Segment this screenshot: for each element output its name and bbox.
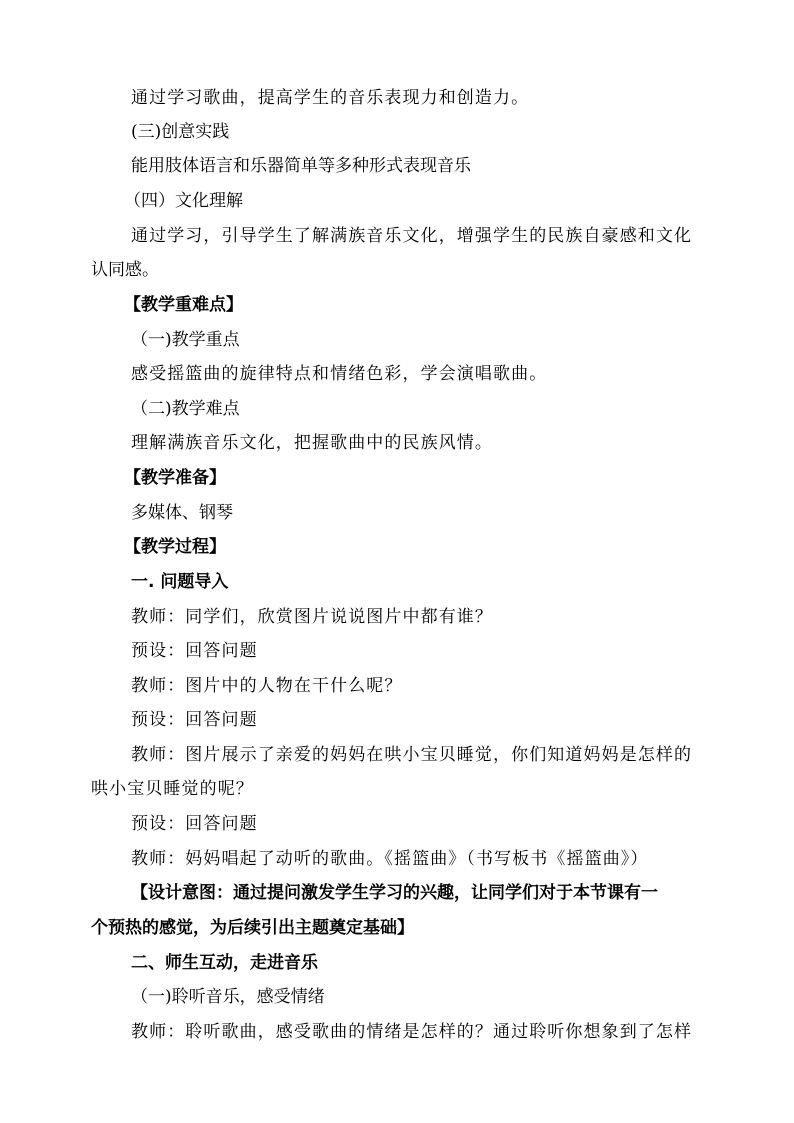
- dialogue-line: 教师：聆听歌曲，感受歌曲的情绪是怎样的？通过聆听你想象到了怎样: [131, 1022, 693, 1042]
- difficult-point-text: 理解满族音乐文化，把握歌曲中的民族风情。: [131, 433, 493, 453]
- creative-practice-text: 能用肢体语言和乐器简单等多种形式表现音乐: [131, 156, 471, 176]
- dialogue-line: 预设：回答问题: [131, 814, 258, 834]
- section-process: 【教学过程】: [124, 537, 226, 557]
- heading-key-point: （一)教学重点: [131, 330, 240, 350]
- heading-cultural-understanding: （四）文化理解: [124, 191, 243, 211]
- cultural-understanding-text: 通过学习，引导学生了解满族音乐文化，增强学生的民族自豪感和文化: [131, 226, 693, 246]
- goal-text-expression: 通过学习歌曲，提高学生的音乐表现力和创造力。: [131, 88, 530, 108]
- preparation-text: 多媒体、钢琴: [131, 503, 233, 523]
- key-point-text: 感受摇篮曲的旋律特点和情绪色彩，学会演唱歌曲。: [131, 364, 548, 384]
- heading-listen-music: （一)聆听音乐，感受情绪: [131, 987, 325, 1007]
- dialogue-line: 预设：回答问题: [131, 641, 258, 661]
- heading-difficult-point: （二)教学难点: [131, 399, 240, 419]
- section-key-difficult-points: 【教学重难点】: [124, 295, 243, 315]
- heading-interaction: 二、师生互动，走进音乐: [131, 953, 318, 973]
- dialogue-line: 教师：同学们，欣赏图片说说图片中都有谁？: [131, 607, 493, 627]
- heading-question-intro: 一. 问题导入: [131, 572, 229, 592]
- dialogue-line: 教师：妈妈唱起了动听的歌曲。《摇篮曲》（书写板书《摇篮曲》）: [131, 849, 649, 869]
- cultural-understanding-text-cont: 认同感。: [91, 260, 159, 280]
- dialogue-line: 哄小宝贝睡觉的呢？: [91, 779, 254, 799]
- design-intent-note: 【设计意图：通过提问激发学生学习的兴趣，让同学们对于本节课有一: [131, 883, 658, 903]
- section-preparation: 【教学准备】: [124, 468, 226, 488]
- dialogue-line: 教师：图片展示了亲爱的妈妈在哄小宝贝睡觉，你们知道妈妈是怎样的: [131, 745, 693, 765]
- dialogue-line: 教师：图片中的人物在干什么呢？: [131, 676, 403, 696]
- heading-creative-practice: (三)创意实践: [131, 122, 230, 142]
- design-intent-note-cont: 个预热的感觉，为后续引出主题奠定基础】: [91, 918, 414, 938]
- dialogue-line: 预设：回答问题: [131, 710, 258, 730]
